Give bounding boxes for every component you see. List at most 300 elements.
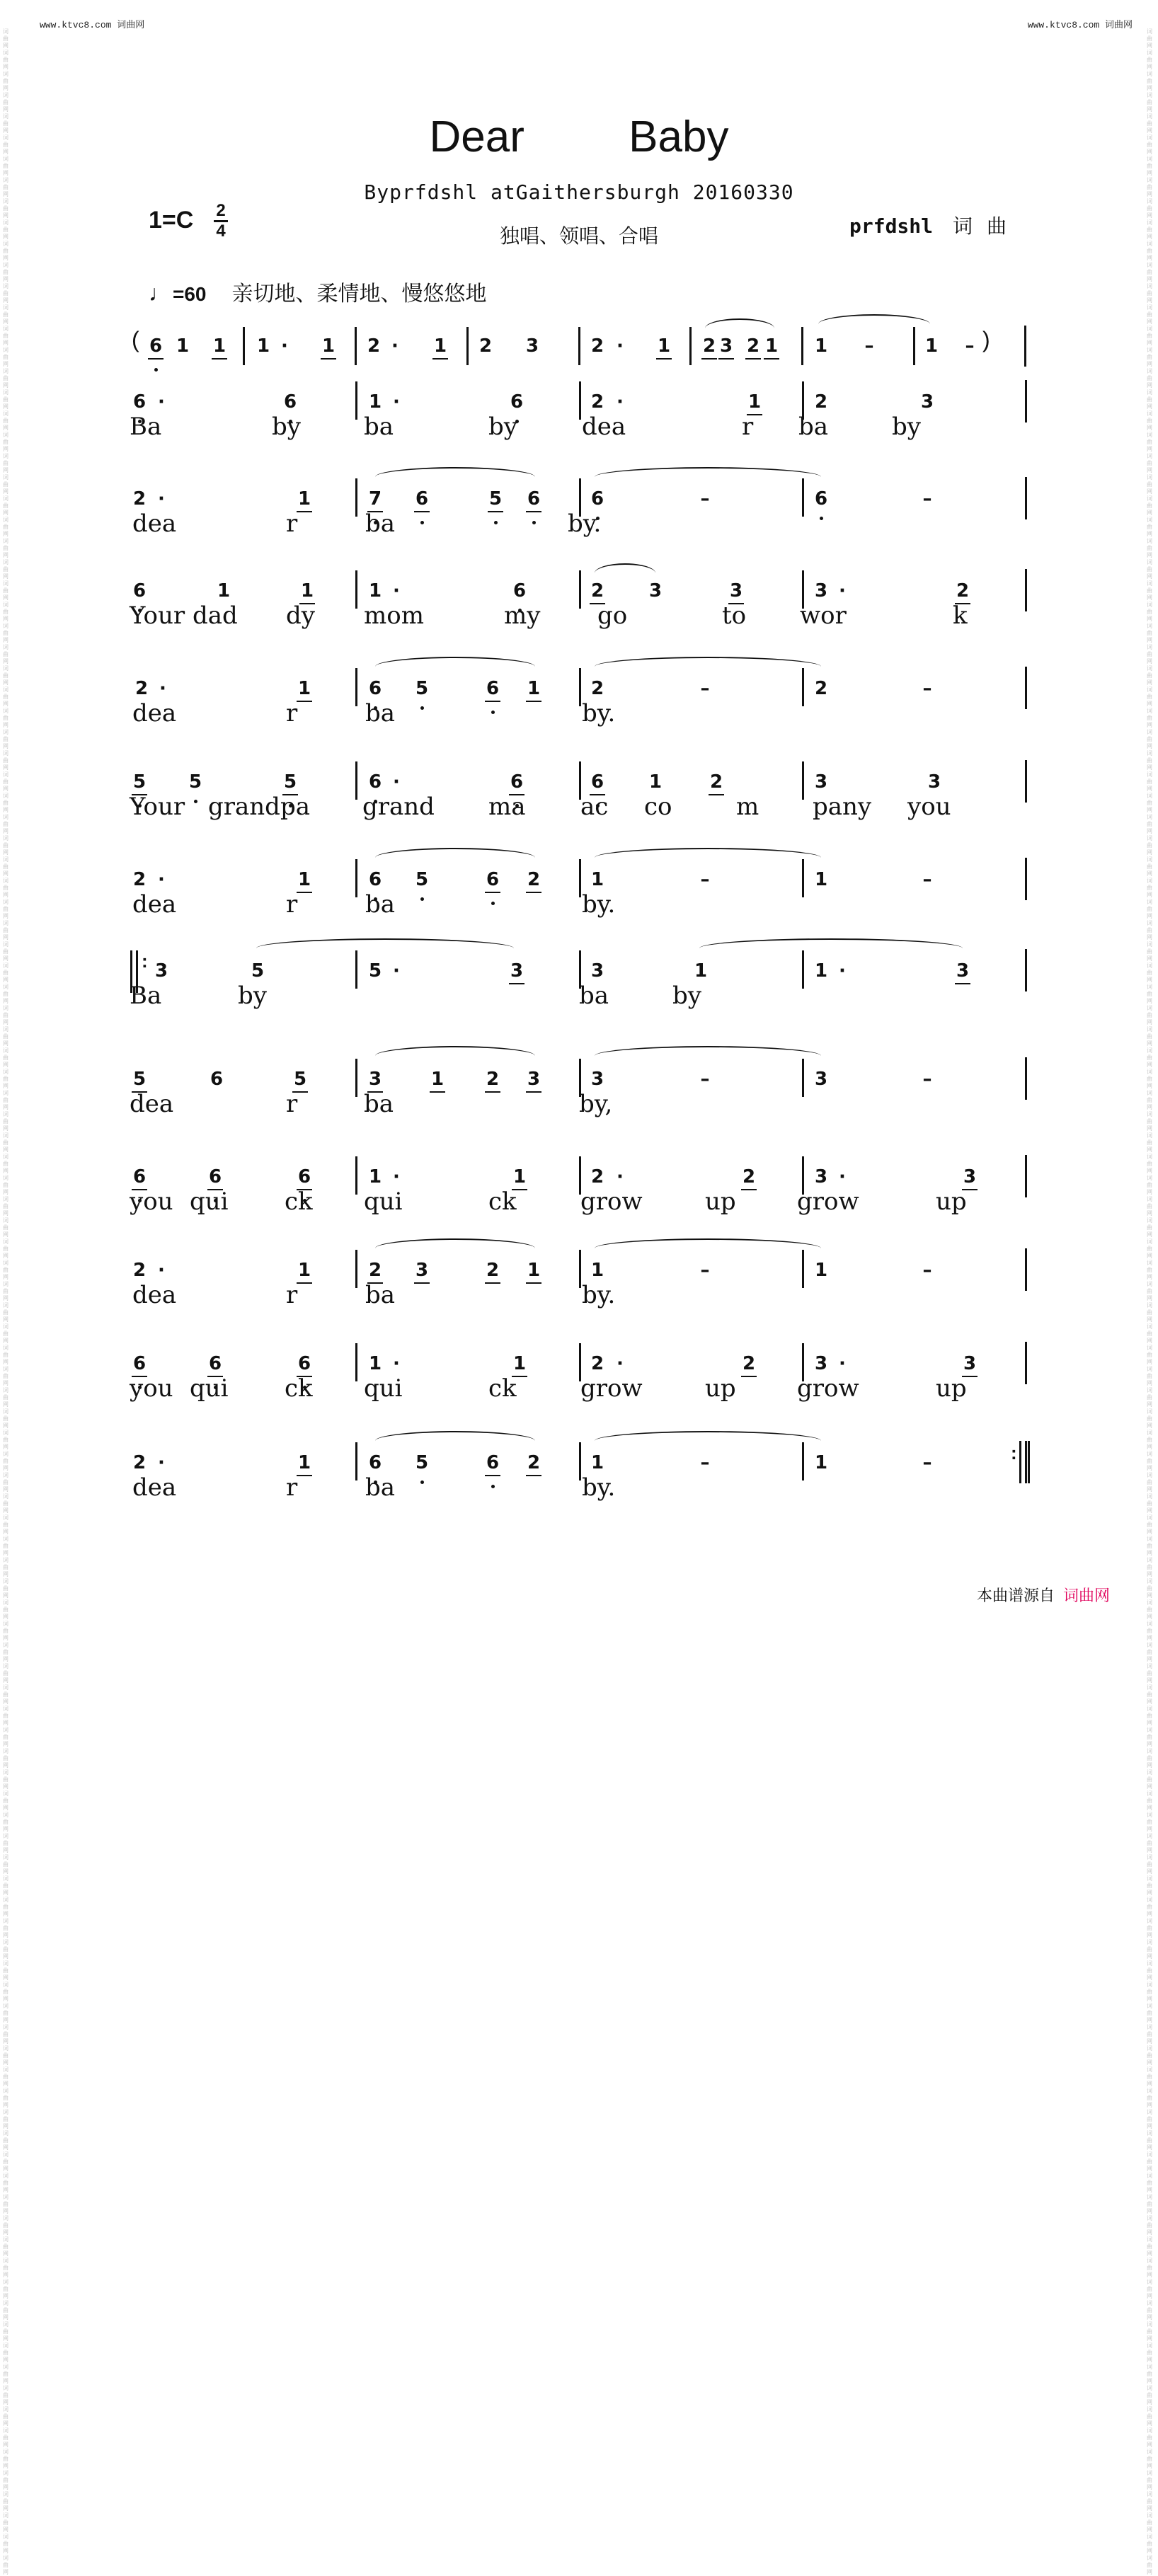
note: 6 bbox=[811, 488, 831, 510]
note: 2 bbox=[706, 771, 726, 793]
augmentation-dot: · bbox=[393, 1353, 400, 1374]
lyric: by. bbox=[582, 890, 616, 919]
lyric: by. bbox=[582, 1473, 616, 1502]
lyric: ck bbox=[488, 1374, 517, 1403]
barline bbox=[1025, 1441, 1027, 1483]
time-signature-top: 2 bbox=[216, 201, 226, 220]
note: 3 bbox=[814, 580, 828, 602]
note: 6 bbox=[365, 869, 385, 890]
sustain-dash: – bbox=[700, 1452, 710, 1473]
lyric: r bbox=[286, 1281, 298, 1309]
barline bbox=[578, 327, 580, 365]
barline bbox=[355, 327, 357, 365]
note: 6 bbox=[483, 869, 503, 890]
augmentation-dot: · bbox=[158, 1260, 165, 1281]
barline bbox=[355, 570, 357, 609]
note: 5 bbox=[412, 678, 432, 699]
lyric: my bbox=[504, 602, 541, 630]
left-watermark-strip: 词曲网 词曲网 词曲网 词曲网 词曲网 词曲网 词曲网 词曲网 词曲网 词曲网 词曲网 词曲网 词曲网 词曲网 词曲网 词曲网 词曲网 词曲网 词曲网 词曲网 词曲网 词曲网 词曲网 词曲网 词曲网 词曲网 词曲网 词曲网 词曲网 词曲网 词曲网 词曲网 词曲网 词曲网 词曲网 词曲网 词曲网 词曲网 词曲网 词曲网 词曲网 词曲网 词曲网 词曲网 词曲网 词曲网 词曲网 词曲网 词曲网 词曲网 词曲网 词曲网 词曲网 词曲网 词曲网 词曲网 词曲网 词曲网 词曲网 词曲网 词曲网 词曲网 词曲网 词曲网 词曲网 词曲网 词曲网 词曲网 词曲网 词曲网 词曲网 词曲网 词曲网 词曲网 词曲网 词曲网 词曲网 词曲网 词曲网 词曲网 词曲网 词曲网 词曲网 词曲网 词曲网 词曲网 词曲网 词曲网 词曲网 词曲网 词曲网 词曲网 词曲网 词曲网 词曲网 词曲网 词曲网 词曲网 词曲网 词曲网 词曲网 词曲网 词曲网 词曲网 词曲网 词曲网 词曲网 词曲网 词曲网 词曲网 词曲网 词曲网 词曲网 词曲网 词曲网 词曲网 词曲网 词曲网 词曲网 词曲网 bbox=[3, 28, 8, 2575]
augmentation-dot: · bbox=[391, 335, 399, 357]
barline bbox=[355, 668, 357, 706]
barline bbox=[1025, 1342, 1027, 1384]
lyric: dea bbox=[132, 510, 177, 538]
sustain-dash: – bbox=[700, 488, 710, 510]
sustain-dash: – bbox=[922, 1452, 932, 1473]
augmentation-dot: · bbox=[393, 580, 400, 602]
note: 1 bbox=[590, 869, 604, 890]
byline: Byprfdshl atGaithersburgh 20160330 bbox=[364, 180, 794, 204]
barline bbox=[355, 1343, 357, 1381]
right-watermark-strip: 词曲网 词曲网 词曲网 词曲网 词曲网 词曲网 词曲网 词曲网 词曲网 词曲网 词曲网 词曲网 词曲网 词曲网 词曲网 词曲网 词曲网 词曲网 词曲网 词曲网 词曲网 词曲网 词曲网 词曲网 词曲网 词曲网 词曲网 词曲网 词曲网 词曲网 词曲网 词曲网 词曲网 词曲网 词曲网 词曲网 词曲网 词曲网 词曲网 词曲网 词曲网 词曲网 词曲网 词曲网 词曲网 词曲网 词曲网 词曲网 词曲网 词曲网 词曲网 词曲网 词曲网 词曲网 词曲网 词曲网 词曲网 词曲网 词曲网 词曲网 词曲网 词曲网 词曲网 词曲网 词曲网 词曲网 词曲网 词曲网 词曲网 词曲网 词曲网 词曲网 词曲网 词曲网 词曲网 词曲网 词曲网 词曲网 词曲网 词曲网 词曲网 词曲网 词曲网 词曲网 词曲网 词曲网 词曲网 词曲网 词曲网 词曲网 词曲网 词曲网 词曲网 词曲网 词曲网 词曲网 词曲网 词曲网 词曲网 词曲网 词曲网 词曲网 词曲网 词曲网 词曲网 词曲网 词曲网 词曲网 词曲网 词曲网 词曲网 词曲网 词曲网 词曲网 词曲网 词曲网 词曲网 词曲网 词曲网 词曲网 bbox=[1147, 28, 1152, 2575]
barline bbox=[579, 570, 581, 609]
footer bbox=[977, 1584, 1110, 1606]
note: 6 bbox=[130, 1166, 149, 1188]
note: 6 bbox=[483, 678, 503, 699]
note: 6 bbox=[365, 1452, 385, 1473]
barline bbox=[1019, 1441, 1021, 1483]
lyric: qui bbox=[190, 1188, 229, 1216]
sustain-dash: – bbox=[922, 488, 932, 510]
note: 6 bbox=[294, 1353, 314, 1374]
barline bbox=[1028, 1441, 1030, 1483]
slur bbox=[375, 848, 535, 858]
lyric: Your bbox=[130, 602, 185, 630]
credit-role: 词曲 bbox=[953, 214, 1021, 238]
note: 1 bbox=[217, 580, 231, 602]
slur bbox=[705, 318, 774, 328]
slur bbox=[595, 848, 821, 858]
header-right: www.ktvc8.com 词曲网 bbox=[1027, 20, 1133, 30]
note: 2 bbox=[524, 869, 544, 890]
note: 3 bbox=[524, 1069, 544, 1090]
lyric: ba bbox=[798, 413, 829, 441]
lyric: dad bbox=[193, 602, 238, 630]
note: 1 bbox=[368, 1166, 382, 1188]
lyric: grow bbox=[580, 1374, 643, 1403]
slur bbox=[375, 1431, 535, 1441]
barline bbox=[466, 327, 469, 365]
augmentation-dot: · bbox=[393, 771, 400, 793]
barline bbox=[355, 381, 357, 420]
barline bbox=[1025, 477, 1027, 519]
note: 6 bbox=[510, 580, 529, 602]
lyric: Ba bbox=[130, 982, 162, 1010]
lyric: grand bbox=[362, 793, 435, 821]
note: 6 bbox=[205, 1353, 225, 1374]
tempo-expression: 亲切地、柔情地、慢悠悠地 bbox=[231, 282, 487, 306]
barline bbox=[1024, 326, 1026, 367]
time-signature-bottom: 4 bbox=[216, 222, 226, 241]
lyric: ba bbox=[364, 1090, 394, 1118]
note: 1 bbox=[924, 335, 939, 357]
note: 1 bbox=[510, 1353, 529, 1374]
key-signature: 1=C bbox=[149, 207, 194, 234]
note: 6 bbox=[507, 771, 527, 793]
slur bbox=[595, 1238, 821, 1248]
note: 1 bbox=[319, 335, 338, 357]
note: 3 bbox=[648, 580, 663, 602]
note: 1 bbox=[510, 1166, 529, 1188]
augmentation-dot: · bbox=[158, 391, 165, 413]
note: 5 bbox=[130, 771, 149, 793]
note: 3 bbox=[960, 1166, 980, 1188]
note: 1 bbox=[430, 335, 450, 357]
barline bbox=[802, 950, 804, 989]
lyric: ba bbox=[365, 510, 396, 538]
augmentation-dot: · bbox=[839, 580, 846, 602]
augmentation-dot: · bbox=[281, 335, 288, 357]
note: 2 bbox=[483, 1260, 503, 1281]
lyric: wor bbox=[800, 602, 847, 630]
slur bbox=[818, 314, 930, 324]
note: 5 bbox=[290, 1069, 310, 1090]
barline bbox=[1025, 949, 1027, 991]
note: 2 bbox=[478, 335, 493, 357]
lyric: r bbox=[286, 890, 298, 919]
lyric: ba bbox=[365, 890, 396, 919]
lyric: by. bbox=[568, 510, 602, 538]
note: 2 bbox=[132, 1452, 147, 1473]
augmentation-dot: · bbox=[617, 391, 624, 413]
barline bbox=[355, 1156, 357, 1195]
note: 2 bbox=[524, 1452, 544, 1473]
note: 2 bbox=[814, 678, 828, 699]
barline bbox=[1025, 760, 1027, 803]
lyric: r bbox=[286, 510, 298, 538]
note: 1 bbox=[294, 869, 314, 890]
barline bbox=[802, 1442, 804, 1480]
note: 1 bbox=[428, 1069, 447, 1090]
note: 6 bbox=[365, 678, 385, 699]
lyric: grandpa bbox=[208, 793, 310, 821]
lyric: by bbox=[488, 413, 517, 441]
lyric: ck bbox=[285, 1188, 313, 1216]
augmentation-dot: · bbox=[617, 335, 624, 357]
barline bbox=[355, 950, 357, 989]
augmentation-dot: · bbox=[617, 1166, 624, 1188]
lyric: ba bbox=[364, 413, 394, 441]
sustain-dash: – bbox=[700, 1069, 710, 1090]
open-paren: ( bbox=[132, 327, 139, 352]
note: 6 bbox=[365, 771, 385, 793]
barline bbox=[1025, 569, 1027, 611]
performance-type: 独唱、领唱、合唱 bbox=[499, 225, 658, 247]
lyric: dea bbox=[132, 1473, 177, 1502]
note: 2 bbox=[953, 580, 973, 602]
note: 1 bbox=[694, 960, 708, 982]
lyric: ba bbox=[579, 982, 609, 1010]
barline bbox=[579, 381, 581, 420]
credit-name: prfdshl bbox=[849, 214, 934, 238]
note: 1 bbox=[524, 1260, 544, 1281]
note: 1 bbox=[256, 335, 270, 357]
note: 2 bbox=[699, 335, 719, 357]
slur bbox=[256, 938, 514, 948]
lyric: m bbox=[736, 793, 759, 821]
sustain-dash: – bbox=[864, 335, 874, 357]
lyric: dy bbox=[286, 602, 315, 630]
barline bbox=[355, 1059, 357, 1097]
lyric: r bbox=[286, 1473, 298, 1502]
note: 6 bbox=[130, 580, 149, 602]
augmentation-dot: · bbox=[617, 1353, 624, 1374]
note: 3 bbox=[365, 1069, 385, 1090]
note: 1 bbox=[814, 335, 828, 357]
quarter-note-icon: ♩ bbox=[149, 280, 171, 306]
lyric: by. bbox=[582, 1281, 616, 1309]
note: 2 bbox=[590, 678, 604, 699]
note: 5 bbox=[412, 869, 432, 890]
lyric: you bbox=[130, 1374, 173, 1403]
note: 3 bbox=[814, 771, 828, 793]
note: 3 bbox=[525, 335, 539, 357]
note: 6 bbox=[587, 771, 607, 793]
slur bbox=[699, 938, 963, 948]
slur bbox=[595, 467, 821, 477]
note: 6 bbox=[130, 1353, 149, 1374]
sustain-dash: – bbox=[965, 335, 975, 357]
note: 1 bbox=[814, 1452, 828, 1473]
barline bbox=[1025, 1248, 1027, 1291]
tempo-marking bbox=[149, 276, 487, 307]
note: 1 bbox=[294, 1452, 314, 1473]
note: 1 bbox=[210, 335, 229, 357]
sustain-dash: – bbox=[922, 1260, 932, 1281]
lyric: dea bbox=[132, 699, 177, 728]
barline bbox=[1025, 1057, 1027, 1100]
note: 3 bbox=[716, 335, 736, 357]
barline bbox=[1025, 380, 1027, 422]
lyric: grow bbox=[580, 1188, 643, 1216]
note: 1 bbox=[590, 1452, 604, 1473]
song-title: Dear Baby bbox=[429, 113, 729, 161]
note: 1 bbox=[814, 1260, 828, 1281]
lyric: r bbox=[286, 1090, 298, 1118]
sustain-dash: – bbox=[700, 1260, 710, 1281]
lyric: qui bbox=[364, 1188, 403, 1216]
note: 2 bbox=[134, 678, 149, 699]
note: 1 bbox=[368, 391, 382, 413]
lyric: dea bbox=[130, 1090, 174, 1118]
note: 3 bbox=[814, 1353, 828, 1374]
lyric: qui bbox=[364, 1374, 403, 1403]
note: 6 bbox=[205, 1166, 225, 1188]
barline bbox=[579, 1250, 581, 1288]
note: 3 bbox=[590, 1069, 604, 1090]
lyric: ma bbox=[488, 793, 526, 821]
note: 3 bbox=[960, 1353, 980, 1374]
note: 2 bbox=[483, 1069, 503, 1090]
close-paren: ) bbox=[982, 327, 990, 352]
note: 2 bbox=[132, 869, 147, 890]
barline bbox=[1025, 667, 1027, 709]
barline bbox=[579, 1442, 581, 1480]
barline bbox=[355, 1250, 357, 1288]
note: 6 bbox=[294, 1166, 314, 1188]
slur bbox=[595, 563, 655, 573]
lyric: r bbox=[742, 413, 754, 441]
lyric: to bbox=[722, 602, 747, 630]
sustain-dash: – bbox=[922, 678, 932, 699]
barline bbox=[802, 1059, 804, 1097]
note: 1 bbox=[368, 580, 382, 602]
barline bbox=[355, 859, 357, 897]
note: 3 bbox=[920, 391, 934, 413]
lyric: dea bbox=[132, 1281, 177, 1309]
augmentation-dot: · bbox=[393, 391, 400, 413]
lyric: you bbox=[907, 793, 951, 821]
note: 3 bbox=[590, 960, 604, 982]
note: 5 bbox=[185, 771, 205, 793]
barline bbox=[355, 761, 357, 800]
footer-text: 本曲谱源自 bbox=[977, 1587, 1055, 1604]
slur bbox=[375, 657, 535, 667]
note: 2 bbox=[587, 580, 607, 602]
barline bbox=[802, 668, 804, 706]
augmentation-dot: · bbox=[159, 678, 166, 699]
repeat-end-dots: : bbox=[1011, 1442, 1017, 1464]
augmentation-dot: · bbox=[839, 1166, 846, 1188]
note: 1 bbox=[648, 771, 663, 793]
note: 2 bbox=[814, 391, 828, 413]
note: 3 bbox=[507, 960, 527, 982]
note: 1 bbox=[814, 869, 828, 890]
note: 6 bbox=[130, 391, 149, 413]
augmentation-dot: · bbox=[839, 1353, 846, 1374]
lyric: up bbox=[705, 1374, 736, 1403]
note: 2 bbox=[590, 1166, 604, 1188]
note: 6 bbox=[146, 335, 166, 357]
repeat-start-dots: : bbox=[142, 950, 148, 972]
lyric: grow bbox=[797, 1188, 859, 1216]
barline bbox=[243, 327, 245, 365]
lyric: by. bbox=[582, 699, 616, 728]
lyric: ck bbox=[285, 1374, 313, 1403]
lyric: ck bbox=[488, 1188, 517, 1216]
tempo-value: =60 bbox=[173, 283, 207, 305]
note: 1 bbox=[294, 488, 314, 510]
barline bbox=[802, 761, 804, 800]
note: 1 bbox=[297, 580, 317, 602]
note: 5 bbox=[280, 771, 300, 793]
note: 3 bbox=[412, 1260, 432, 1281]
note: 2 bbox=[739, 1166, 759, 1188]
note: 6 bbox=[587, 488, 607, 510]
header-left: www.ktvc8.com 词曲网 bbox=[40, 20, 145, 30]
note: 1 bbox=[294, 1260, 314, 1281]
lyric: qui bbox=[190, 1374, 229, 1403]
note: 1 bbox=[590, 1260, 604, 1281]
note: 7 bbox=[365, 488, 385, 510]
augmentation-dot: · bbox=[839, 960, 846, 982]
note: 1 bbox=[524, 678, 544, 699]
barline bbox=[801, 327, 803, 365]
credit bbox=[849, 211, 1021, 239]
note: 3 bbox=[953, 960, 973, 982]
augmentation-dot: · bbox=[393, 1166, 400, 1188]
note: 1 bbox=[368, 1353, 382, 1374]
note: 3 bbox=[927, 771, 941, 793]
note: 2 bbox=[132, 1260, 147, 1281]
lyric: up bbox=[936, 1188, 967, 1216]
lyric: dea bbox=[132, 890, 177, 919]
lyric: go bbox=[597, 602, 628, 630]
barline bbox=[802, 1250, 804, 1288]
note: 5 bbox=[368, 960, 382, 982]
slur bbox=[375, 1238, 535, 1248]
note: 5 bbox=[412, 1452, 432, 1473]
lyric: by bbox=[892, 413, 921, 441]
note: 6 bbox=[210, 1069, 224, 1090]
slur bbox=[595, 1431, 821, 1441]
note: 6 bbox=[524, 488, 544, 510]
note: 1 bbox=[762, 335, 781, 357]
lyric: ba bbox=[365, 1281, 396, 1309]
note: 3 bbox=[814, 1166, 828, 1188]
barline bbox=[689, 327, 692, 365]
lyric: ba bbox=[365, 1473, 396, 1502]
lyric: dea bbox=[582, 413, 626, 441]
augmentation-dot: · bbox=[158, 869, 165, 890]
lyric: Your bbox=[130, 793, 185, 821]
sustain-dash: – bbox=[922, 869, 932, 890]
barline bbox=[1025, 858, 1027, 900]
note: 3 bbox=[154, 960, 168, 982]
note: 1 bbox=[745, 391, 764, 413]
lyric: Ba bbox=[130, 413, 162, 441]
barline bbox=[579, 859, 581, 897]
note: 2 bbox=[132, 488, 147, 510]
lyric: k bbox=[953, 602, 968, 630]
barline bbox=[579, 668, 581, 706]
lyric: you bbox=[130, 1188, 173, 1216]
note: 2 bbox=[365, 1260, 385, 1281]
lyric: grow bbox=[797, 1374, 859, 1403]
note: 5 bbox=[251, 960, 265, 982]
note: 5 bbox=[130, 1069, 149, 1090]
augmentation-dot: · bbox=[158, 488, 165, 510]
lyric: by bbox=[672, 982, 701, 1010]
note: 2 bbox=[739, 1353, 759, 1374]
lyric: by bbox=[272, 413, 301, 441]
barline bbox=[355, 478, 357, 517]
lyric: up bbox=[936, 1374, 967, 1403]
barline bbox=[1025, 1155, 1027, 1197]
note: 6 bbox=[507, 391, 527, 413]
slur bbox=[595, 657, 821, 667]
note: 6 bbox=[483, 1452, 503, 1473]
lyric: ac bbox=[580, 793, 609, 821]
slur bbox=[375, 467, 535, 477]
lyric: pany bbox=[813, 793, 872, 821]
lyric: by, bbox=[579, 1090, 613, 1118]
note: 5 bbox=[486, 488, 505, 510]
sustain-dash: – bbox=[922, 1069, 932, 1090]
barline bbox=[802, 478, 804, 517]
note: 1 bbox=[294, 678, 314, 699]
lyric: mom bbox=[364, 602, 424, 630]
lyric: r bbox=[286, 699, 298, 728]
lyric: co bbox=[644, 793, 672, 821]
note: 1 bbox=[654, 335, 674, 357]
barline bbox=[802, 859, 804, 897]
note: 3 bbox=[726, 580, 746, 602]
augmentation-dot: · bbox=[393, 960, 400, 982]
slur bbox=[595, 1046, 821, 1056]
note: 2 bbox=[743, 335, 763, 357]
note: 6 bbox=[412, 488, 432, 510]
note: 2 bbox=[590, 1353, 604, 1374]
